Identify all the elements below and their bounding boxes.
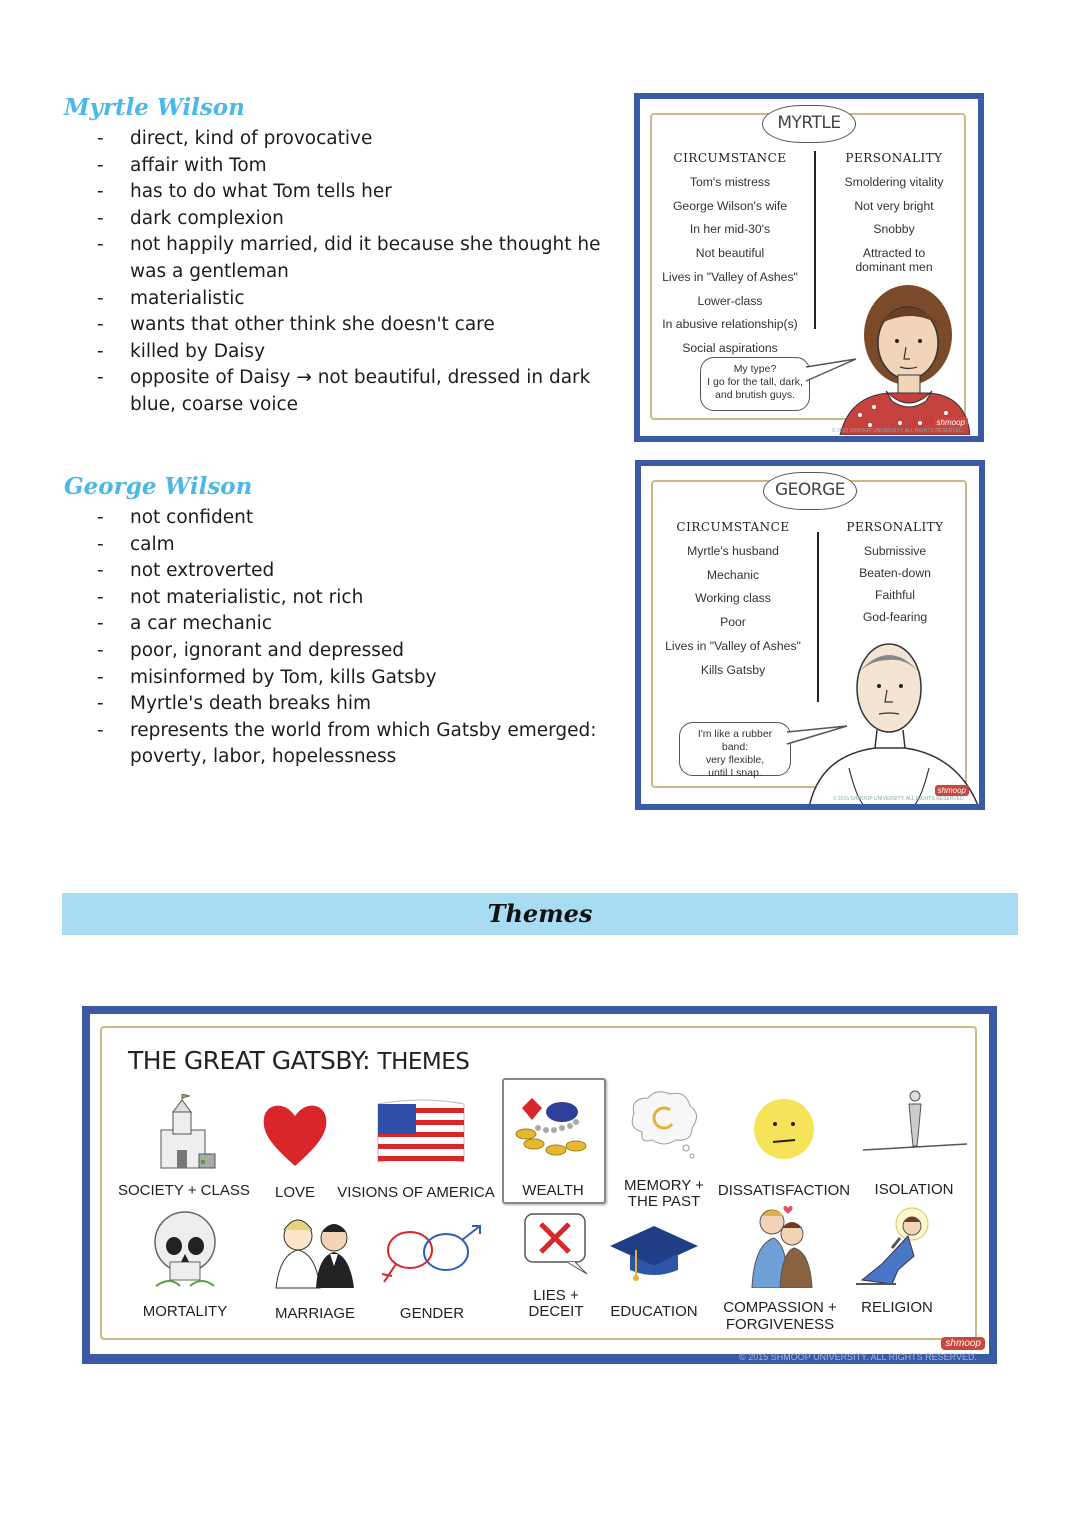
personality-item: dominant men [855, 260, 933, 275]
graduation-cap-icon [606, 1216, 702, 1286]
list-item: - represents the world from which Gatsby emerged: [62, 718, 622, 745]
circumstance-item: In abusive relationship(s) [662, 317, 798, 332]
george-speech-bubble [679, 722, 791, 779]
personality-header: PERSONALITY [846, 520, 944, 534]
theme-label: SOCIETY + CLASS [118, 1182, 250, 1199]
circumstance-item: Working class [695, 591, 771, 606]
george-heading: George Wilson [64, 473, 253, 500]
circumstance-item: Poor [720, 615, 746, 630]
theme-education[interactable] [598, 1210, 710, 1324]
praying-figure-icon [852, 1204, 942, 1288]
title-sub: THEMES [377, 1049, 470, 1075]
jewels-icon [512, 1094, 592, 1164]
heart-icon [260, 1098, 330, 1170]
list-item: - not happily married, did it because she thought he [62, 232, 622, 259]
themes-panel [82, 1006, 997, 1364]
theme-isolation[interactable] [854, 1088, 974, 1202]
theme-marriage[interactable] [260, 1210, 370, 1324]
myrtle-heading: Myrtle Wilson [64, 94, 245, 121]
personality-item: Submissive [863, 544, 927, 558]
list-item-continuation: poverty, labor, hopelessness [130, 746, 397, 768]
theme-label: DECEIT [528, 1303, 584, 1320]
bubble-line: and brutish guys. [715, 389, 795, 401]
theme-dissatisfaction[interactable] [716, 1094, 852, 1204]
theme-love[interactable] [260, 1094, 330, 1204]
card-nameplate: MYRTLE [762, 105, 856, 143]
list-item: - affair with Tom [62, 153, 622, 180]
bubble-line: My type? [733, 363, 777, 375]
theme-label: MARRIAGE [274, 1305, 355, 1322]
shmoop-logo: shmoop [934, 417, 968, 428]
circumstance-item: George Wilson's wife [672, 198, 788, 213]
bubble-tail [781, 722, 851, 752]
list-item: - not confident [62, 505, 622, 532]
bride-groom-icon [268, 1210, 360, 1290]
castle-icon [143, 1094, 223, 1174]
card-copyright: © 2015 SHMOOP UNIVERSITY. ALL RIGHTS RESERVED. [832, 796, 965, 802]
neutral-face-icon [751, 1096, 817, 1162]
circumstance-column [648, 151, 812, 361]
panel-copyright: © 2015 SHMOOP UNIVERSITY. ALL RIGHTS RESERVED. [739, 1352, 977, 1362]
bubble-line: very flexible, [705, 754, 765, 766]
theme-label: LOVE [274, 1184, 316, 1201]
personality-item: Smoldering vitality [844, 175, 944, 189]
circumstance-header: CIRCUMSTANCE [673, 151, 787, 165]
bubble-line: until I snap. [708, 767, 762, 779]
list-item: - has to do what Tom tells her [62, 179, 622, 206]
theme-label: WEALTH [522, 1182, 584, 1199]
list-item: - dark complexion [62, 206, 622, 233]
myrtle-speech-bubble [700, 357, 810, 411]
circumstance-item: Kills Gatsby [700, 662, 766, 677]
bubble-line: I go for the tall, dark, [707, 376, 803, 388]
list-item: - materialistic [62, 286, 622, 313]
george-character-card [635, 460, 985, 810]
theme-wealth[interactable] [502, 1094, 604, 1204]
theme-label: DISSATISFACTION [717, 1182, 851, 1199]
george-notes-list [62, 505, 622, 771]
personality-column [825, 520, 965, 628]
circumstance-item: Lives in "Valley of Ashes" [665, 638, 801, 653]
card-nameplate: GEORGE [763, 472, 857, 510]
george-portrait-illustration [809, 638, 979, 804]
theme-society-class[interactable] [118, 1094, 248, 1204]
list-item: - opposite of Daisy → not beautiful, dressed in dark [62, 365, 622, 392]
list-item: - wants that other think she doesn't care [62, 312, 622, 339]
theme-lies-deceit[interactable] [506, 1210, 606, 1330]
list-item: - a car mechanic [62, 611, 622, 638]
list-item: - killed by Daisy [62, 339, 622, 366]
themes-banner-title: Themes [487, 899, 593, 928]
theme-visions-of-america[interactable] [336, 1094, 496, 1204]
lone-figure-icon [859, 1088, 969, 1158]
myrtle-character-card [634, 93, 984, 442]
list-item-continuation: blue, coarse voice [130, 393, 299, 415]
circumstance-header: CIRCUMSTANCE [676, 520, 790, 534]
theme-label: RELIGION [861, 1299, 933, 1316]
circumstance-item: Mechanic [706, 567, 760, 582]
theme-label: EDUCATION [610, 1303, 698, 1320]
circumstance-item: Myrtle's husband [687, 544, 779, 558]
personality-item: Faithful [875, 588, 915, 602]
theme-label: THE PAST [627, 1193, 701, 1210]
american-flag-icon [376, 1098, 466, 1168]
circumstance-item: Social aspirations [682, 340, 778, 355]
themes-banner [62, 893, 1018, 935]
list-item: - direct, kind of provocative [62, 126, 622, 153]
theme-gender[interactable] [376, 1210, 488, 1324]
hug-icon [740, 1204, 820, 1288]
bubble-line: I'm like a rubber band: [697, 728, 773, 753]
circumstance-item: Tom's mistress [689, 175, 771, 189]
theme-label: ISOLATION [874, 1181, 954, 1198]
theme-memory-past[interactable] [614, 1088, 714, 1210]
theme-label: LIES + [533, 1287, 579, 1304]
circumstance-item: Lives in "Valley of Ashes" [662, 269, 798, 284]
personality-item: Not very bright [854, 198, 934, 213]
theme-label: COMPASSION + [723, 1299, 837, 1316]
theme-label: VISIONS OF AMERICA [337, 1184, 495, 1201]
personality-item: Snobby [873, 222, 915, 237]
myrtle-notes-list [62, 126, 622, 419]
circumstance-item: Lower-class [697, 293, 763, 308]
personality-item: Attracted to [862, 246, 926, 261]
list-item: - misinformed by Tom, kills Gatsby [62, 665, 622, 692]
skull-icon [150, 1210, 220, 1290]
list-item: - not materialistic, not rich [62, 585, 622, 612]
column-divider [814, 151, 816, 329]
circumstance-item: In her mid-30's [689, 222, 771, 237]
circumstance-item: Not beautiful [695, 246, 765, 261]
theme-religion[interactable] [842, 1204, 952, 1324]
list-item: - not extroverted [62, 558, 622, 585]
myrtle-portrait-illustration [830, 275, 970, 435]
theme-compassion-forgiveness[interactable] [710, 1204, 850, 1334]
themes-panel-title [128, 1046, 469, 1075]
circumstance-column [651, 520, 815, 682]
shmoop-logo: shmoop [935, 785, 969, 796]
list-item: - calm [62, 532, 622, 559]
personality-item: Beaten-down [859, 566, 931, 580]
gender-symbols-icon [376, 1220, 486, 1290]
list-item: - Myrtle's death breaks him [62, 691, 622, 718]
shmoop-logo: shmoop [941, 1337, 985, 1350]
theme-label: FORGIVENESS [725, 1316, 835, 1333]
thought-cloud-icon [626, 1088, 702, 1160]
theme-label: MORTALITY [142, 1303, 228, 1320]
list-item: - poor, ignorant and depressed [62, 638, 622, 665]
personality-column [824, 151, 964, 274]
list-item-continuation: was a gentleman [130, 260, 289, 282]
title-main: THE GREAT GATSBY: [128, 1046, 371, 1075]
theme-mortality[interactable] [130, 1210, 240, 1324]
card-copyright: © 2015 SHMOOP UNIVERSITY. ALL RIGHTS RESERVED. [831, 428, 964, 434]
personality-item: God-fearing [862, 610, 928, 624]
x-mark-bubble-icon [521, 1210, 591, 1276]
personality-header: PERSONALITY [845, 151, 943, 165]
bubble-tail [800, 357, 860, 387]
theme-label: MEMORY + [624, 1177, 704, 1194]
theme-label: GENDER [399, 1305, 465, 1322]
